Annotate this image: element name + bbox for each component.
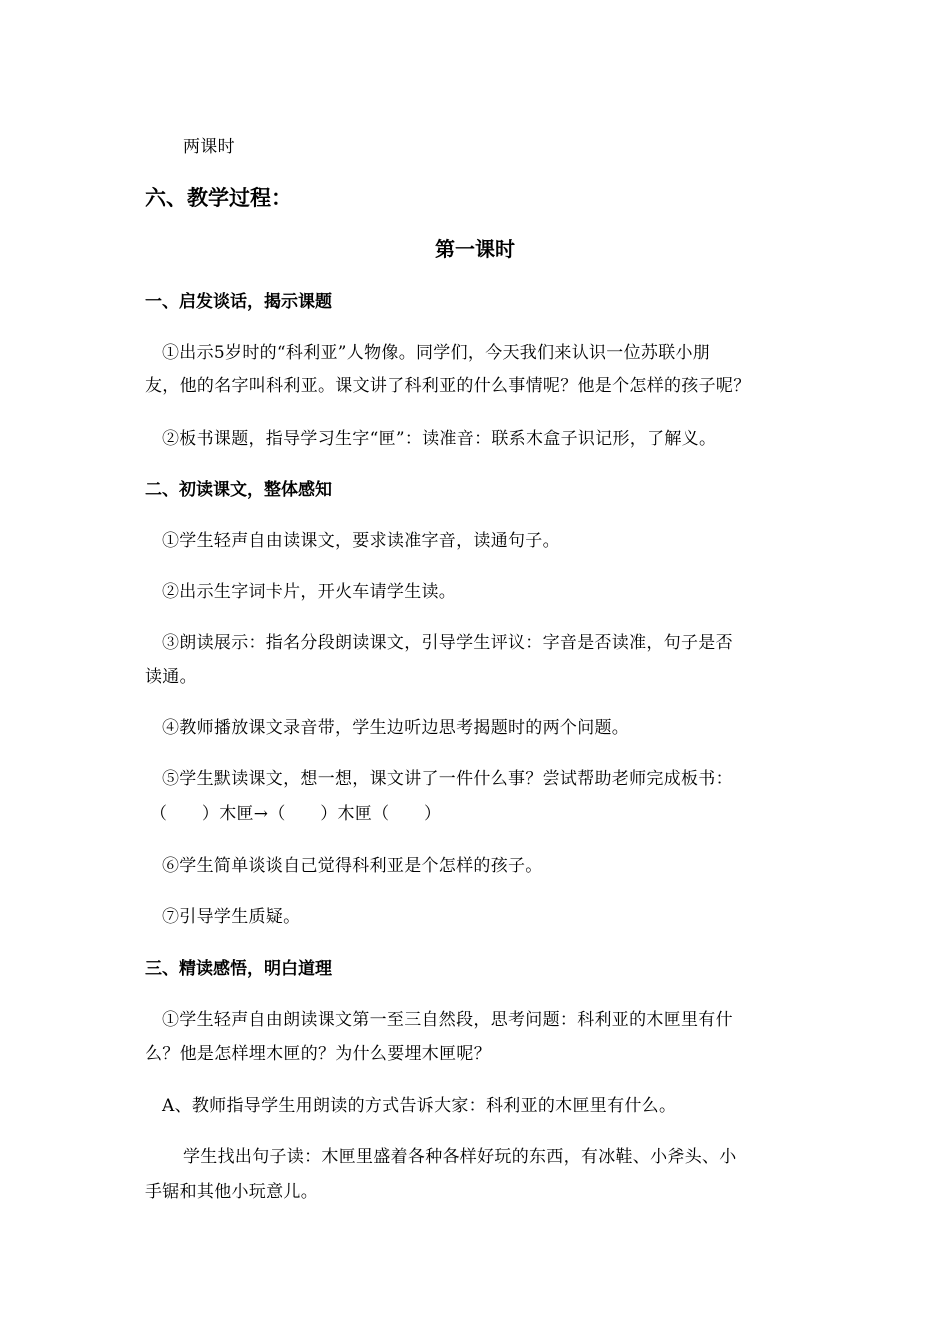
lesson-title: 第一课时 bbox=[435, 237, 515, 261]
part3-heading: 三、精读感悟，明白道理 bbox=[145, 959, 332, 979]
section-six-heading: 六、教学过程： bbox=[145, 186, 292, 210]
part2-item5-line1: ⑤学生默读课文，想一想，课文讲了一件什么事？尝试帮助老师完成板书： bbox=[162, 769, 733, 789]
part3-item1-line2: 么？他是怎样埋木匣的？为什么要埋木匣呢？ bbox=[145, 1044, 491, 1064]
part2-item7: ⑦引导学生质疑。 bbox=[162, 907, 301, 927]
part2-item5-line2: （ ）木匣→（ ）木匣（ ） bbox=[150, 804, 442, 824]
part1-item1-line1: ①出示5岁时的“科利亚”人物像。同学们，今天我们来认识一位苏联小朋 bbox=[162, 343, 711, 363]
part1-item1-line2: 友，他的名字叫科利亚。课文讲了科利亚的什么事情呢？他是个怎样的孩子呢？ bbox=[145, 376, 751, 396]
part2-heading: 二、初读课文，整体感知 bbox=[145, 480, 332, 500]
part2-item2: ②出示生字词卡片，开火车请学生读。 bbox=[162, 582, 457, 602]
part2-item4: ④教师播放课文录音带，学生边听边思考揭题时的两个问题。 bbox=[162, 718, 630, 738]
part3-item1-line1: ①学生轻声自由朗读课文第一至三自然段，思考问题：科利亚的木匣里有什 bbox=[162, 1010, 733, 1030]
class-hours-text: 两课时 bbox=[183, 137, 235, 157]
part3-sub-a: A、教师指导学生用朗读的方式告诉大家：科利亚的木匣里有什么。 bbox=[162, 1096, 677, 1116]
part2-item3-line1: ③朗读展示：指名分段朗读课文，引导学生评议：字音是否读准，句子是否 bbox=[162, 633, 733, 653]
part2-item1: ①学生轻声自由读课文，要求读准字音，读通句子。 bbox=[162, 531, 560, 551]
part2-item3-line2: 读通。 bbox=[145, 667, 197, 687]
part1-heading: 一、启发谈话，揭示课题 bbox=[145, 292, 332, 312]
part2-item6: ⑥学生简单谈谈自己觉得科利亚是个怎样的孩子。 bbox=[162, 856, 543, 876]
part3-find-line1: 学生找出句子读：木匣里盛着各种各样好玩的东西，有冰鞋、小斧头、小 bbox=[183, 1147, 737, 1167]
part1-item2: ②板书课题，指导学习生字“匣”：读准音：联系木盒子识记形，了解义。 bbox=[162, 429, 717, 449]
part3-find-line2: 手锯和其他小玩意儿。 bbox=[145, 1182, 318, 1202]
